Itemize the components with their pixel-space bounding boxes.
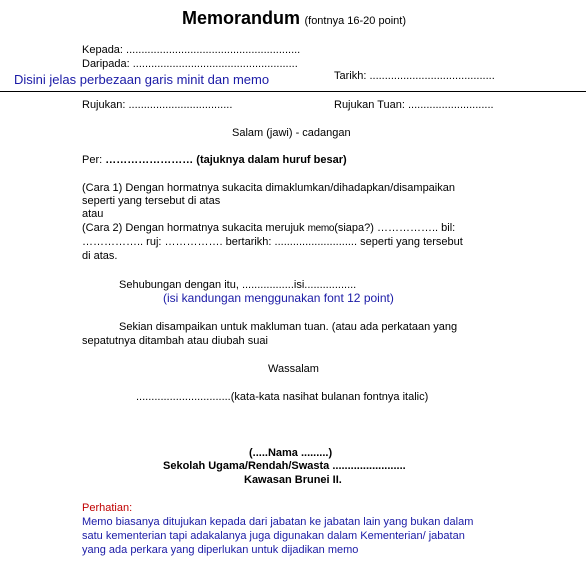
isi-note: (isi kandungan menggunakan font 12 point) <box>163 291 394 305</box>
memo-title <box>182 8 406 29</box>
rujukan-tuan-line: Rujukan Tuan: ............................ <box>334 99 494 111</box>
tarikh-line: Tarikh: ......................................... <box>334 70 495 82</box>
per-label: Per: <box>82 154 106 166</box>
title-note: (fontnya 16-20 point) <box>304 15 406 27</box>
sehubungan-line: Sehubungan dengan itu, .................isi................. <box>119 279 357 291</box>
cara2-line1-a: (Cara 2) Dengan hormatnya sukacita merujuk <box>82 222 308 234</box>
cara2-line1 <box>82 222 455 235</box>
kata-line <box>136 391 428 404</box>
salam-line: Salam (jawi) - cadangan <box>232 127 351 139</box>
kata-dots: ............................... <box>136 391 231 403</box>
signature-nama: (.....Nama .........) <box>249 447 333 459</box>
perhatian-line1: Memo biasanya ditujukan kepada dari jabatan ke jabatan lain yang bukan dalam <box>82 516 474 528</box>
per-line <box>82 154 347 167</box>
perhatian-line2: satu kementerian tapi adakalanya juga digunakan dalam Kementerian/ jabatan <box>82 530 465 542</box>
kata-note: (kata-kata nasihat bulanan fontnya italic) <box>230 391 429 403</box>
cara1-line2: seperti yang tersebut di atas <box>82 195 221 207</box>
sekian-line2: sepatutnya ditambah atau diubah suai <box>82 335 268 347</box>
atau-line: atau <box>82 208 104 220</box>
minit-memo-note: Disini jelas perbezaan garis minit dan memo <box>14 72 270 87</box>
header-divider <box>0 91 586 92</box>
cara2-line1-b: (siapa?) …………….. bil: <box>334 222 456 234</box>
perhatian-line3: yang ada perkara yang diperlukan untuk dijadikan memo <box>82 544 359 556</box>
cara1-line1: (Cara 1) Dengan hormatnya sukacita dimaklumkan/dihadapkan/disampaikan <box>82 182 455 194</box>
signature-sekolah: Sekolah Ugama/Rendah/Swasta ........................ <box>163 460 406 472</box>
cara2-line2: …………….. ruj: ……………. bertarikh: ........................... seperti yang tersebut <box>82 236 463 248</box>
signature-kawasan: Kawasan Brunei II. <box>244 474 342 486</box>
daripada-line: Daripada: ...................................................... <box>82 58 298 70</box>
sekian-line1: Sekian disampaikan untuk makluman tuan. (atau ada perkataan yang <box>119 321 458 333</box>
wassalam-line: Wassalam <box>268 363 319 375</box>
per-note: (tajuknya dalam huruf besar) <box>193 154 347 166</box>
per-dots: …………………… <box>105 154 194 166</box>
kepada-line: Kepada: ......................................................... <box>82 44 301 56</box>
cara2-line3: di atas. <box>82 250 118 262</box>
perhatian-label: Perhatian: <box>82 502 133 514</box>
cara2-memo: memo <box>307 223 335 234</box>
title-main: Memorandum <box>182 8 301 28</box>
rujukan-line: Rujukan: .................................. <box>82 99 233 111</box>
